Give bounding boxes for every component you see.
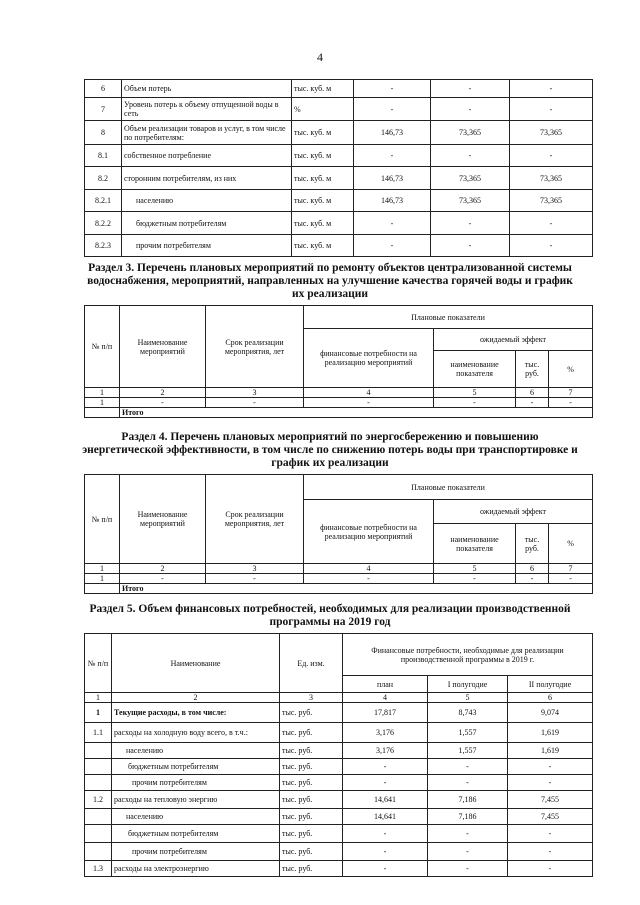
- row-name: Текущие расходы, в том числе:: [112, 703, 280, 723]
- row-name: собственное потребление: [122, 145, 292, 167]
- section-4-title: Раздел 4. Перечень плановых мероприятий по энергосбережению и повышению энергетической эффективности, в том числе по снижению потерь воды при транспортировке и график их реализации: [82, 431, 578, 469]
- row-value: 14,641: [343, 809, 428, 825]
- table-row: [85, 703, 593, 723]
- row-value: 146,73: [354, 167, 431, 190]
- row-value: -: [343, 825, 428, 843]
- row-number: [85, 759, 112, 775]
- column-number: 5: [428, 693, 508, 703]
- s5-num-header: № п/п: [85, 634, 112, 693]
- row-unit: тыс. куб. м: [292, 190, 354, 212]
- row-value: -: [428, 861, 508, 877]
- table-row: [85, 775, 593, 791]
- number-row: [85, 388, 593, 398]
- row-value: 73,365: [431, 167, 510, 190]
- cell-value: -: [206, 574, 304, 584]
- row-value: 7,186: [428, 809, 508, 825]
- row-value: -: [428, 843, 508, 861]
- row-value: -: [508, 775, 593, 791]
- page-number: 4: [317, 50, 323, 64]
- row-value: -: [431, 80, 510, 98]
- row-name: Объем реализации товаров и услуг, в том числе по потребителям:: [122, 121, 292, 145]
- cell-value: 1: [85, 398, 120, 408]
- cell-value: -: [549, 574, 593, 584]
- row-unit: тыс. руб.: [280, 759, 343, 775]
- row-number: 8.2.1: [85, 190, 122, 212]
- row-number: 6: [85, 80, 122, 98]
- row-unit: тыс. куб. м: [292, 121, 354, 145]
- row-unit: тыс. руб.: [280, 791, 343, 809]
- number-row: [85, 564, 593, 574]
- column-number: 4: [343, 693, 428, 703]
- column-number: 3: [206, 564, 304, 574]
- s5-plan-header: план: [343, 676, 428, 693]
- total-label: Итого: [120, 408, 593, 418]
- row-value: -: [354, 145, 431, 167]
- table-row: [85, 145, 593, 167]
- row-name: расходы на холодную воду всего, в т.ч.:: [112, 723, 280, 743]
- row-number: [85, 775, 112, 791]
- row-value: -: [510, 80, 593, 98]
- col-eff-pct-header: %: [549, 524, 593, 564]
- row-unit: тыс. руб.: [280, 825, 343, 843]
- row-value: -: [354, 98, 431, 121]
- row-value: 146,73: [354, 121, 431, 145]
- row-name: населению: [122, 190, 292, 212]
- row-value: -: [510, 235, 593, 257]
- column-number: 1: [85, 693, 112, 703]
- row-value: -: [510, 98, 593, 121]
- row-name: прочим потребителям: [122, 235, 292, 257]
- row-value: -: [508, 759, 593, 775]
- row-value: -: [431, 98, 510, 121]
- col-name-header: Наименование мероприятий: [120, 306, 206, 388]
- column-number: 7: [549, 388, 593, 398]
- table-row: [85, 723, 593, 743]
- row-unit: тыс. куб. м: [292, 235, 354, 257]
- col-term-header: Срок реализации мероприятия, лет: [206, 475, 304, 564]
- col-fin-header: финансовые потребности на реализацию мероприятий: [304, 500, 434, 564]
- col-eff-name-header: наименование показателя: [434, 351, 516, 388]
- row-value: -: [343, 759, 428, 775]
- row-number: 1.1: [85, 723, 112, 743]
- row-number: [85, 809, 112, 825]
- row-name: населению: [112, 809, 280, 825]
- s5-h2-header: II полугодие: [508, 676, 593, 693]
- row-value: 73,365: [510, 190, 593, 212]
- row-name: бюджетным потребителям: [122, 212, 292, 235]
- row-value: 8,743: [428, 703, 508, 723]
- row-value: 73,365: [431, 190, 510, 212]
- table-row: [85, 809, 593, 825]
- total-label: Итого: [120, 584, 593, 594]
- row-name: прочим потребителям: [112, 843, 280, 861]
- col-name-header: Наименование мероприятий: [120, 475, 206, 564]
- row-name: населению: [112, 743, 280, 759]
- col-indicators-header: Плановые показатели: [304, 475, 593, 500]
- cell-value: -: [516, 398, 549, 408]
- col-effect-header: ожидаемый эффект: [434, 500, 593, 524]
- column-number: 1: [85, 388, 120, 398]
- column-number: 1: [85, 564, 120, 574]
- row-value: -: [343, 843, 428, 861]
- row-number: 8.2: [85, 167, 122, 190]
- row-name: Объем потерь: [122, 80, 292, 98]
- column-number: 6: [508, 693, 593, 703]
- col-num-header: № п/п: [85, 306, 120, 388]
- row-unit: тыс. руб.: [280, 743, 343, 759]
- column-number: 5: [434, 564, 516, 574]
- row-unit: тыс. куб. м: [292, 145, 354, 167]
- row-value: 3,176: [343, 723, 428, 743]
- cell-value: -: [120, 398, 206, 408]
- row-value: 1,619: [508, 723, 593, 743]
- column-number: 2: [120, 388, 206, 398]
- number-row: [85, 693, 593, 703]
- col-eff-pct-header: %: [549, 351, 593, 388]
- cell-value: -: [206, 398, 304, 408]
- section-5-title: Раздел 5. Объем финансовых потребностей, необходимых для реализации производственной программы на 2019 год: [89, 603, 571, 628]
- cell-value: -: [304, 574, 434, 584]
- row-value: 1,619: [508, 743, 593, 759]
- s5-fin-header: Финансовые потребности, необходимые для реализации производственной программы в 2019 г.: [343, 634, 593, 676]
- row-value: -: [354, 212, 431, 235]
- table-row: [85, 861, 593, 877]
- table-row: [85, 190, 593, 212]
- cell-value: -: [516, 574, 549, 584]
- cell-value: -: [549, 398, 593, 408]
- row-number: [85, 743, 112, 759]
- row-name: сторонним потребителям, из них: [122, 167, 292, 190]
- table-row: [85, 121, 593, 145]
- dash-row: [85, 574, 593, 584]
- section-3-table: [84, 305, 593, 418]
- row-value: 7,455: [508, 809, 593, 825]
- row-number: [85, 843, 112, 861]
- col-eff-rub-header: тыс. руб.: [516, 351, 549, 388]
- row-value: 7,186: [428, 791, 508, 809]
- column-number: 6: [516, 564, 549, 574]
- row-unit: тыс. руб.: [280, 723, 343, 743]
- row-unit: %: [292, 98, 354, 121]
- table-row: [85, 167, 593, 190]
- row-value: -: [431, 235, 510, 257]
- row-number: 8.1: [85, 145, 122, 167]
- row-value: -: [508, 843, 593, 861]
- row-name: Уровень потерь к объему отпущенной воды в сеть: [122, 98, 292, 121]
- row-value: -: [354, 235, 431, 257]
- section-4-table: [84, 474, 593, 594]
- row-number: [85, 825, 112, 843]
- row-value: 3,176: [343, 743, 428, 759]
- row-value: -: [431, 145, 510, 167]
- row-name: бюджетным потребителям: [112, 825, 280, 843]
- col-eff-name-header: наименование показателя: [434, 524, 516, 564]
- row-value: -: [428, 759, 508, 775]
- col-indicators-header: Плановые показатели: [304, 306, 593, 329]
- col-fin-header: финансовые потребности на реализацию мероприятий: [304, 329, 434, 388]
- table-row: [85, 98, 593, 121]
- row-value: 73,365: [510, 121, 593, 145]
- col-eff-rub-header: тыс. руб.: [516, 524, 549, 564]
- row-number: 1: [85, 703, 112, 723]
- column-number: 7: [549, 564, 593, 574]
- column-number: 2: [112, 693, 280, 703]
- row-number: 7: [85, 98, 122, 121]
- row-value: -: [508, 861, 593, 877]
- table-row: [85, 759, 593, 775]
- volume-table: [84, 79, 593, 257]
- column-number: 4: [304, 388, 434, 398]
- column-number: 2: [120, 564, 206, 574]
- row-value: -: [343, 861, 428, 877]
- row-unit: тыс. руб.: [280, 775, 343, 791]
- row-unit: тыс. руб.: [280, 703, 343, 723]
- row-unit: тыс. руб.: [280, 843, 343, 861]
- row-unit: тыс. куб. м: [292, 212, 354, 235]
- table-row: [85, 235, 593, 257]
- row-value: -: [428, 825, 508, 843]
- column-number: 4: [304, 564, 434, 574]
- table-row: [85, 843, 593, 861]
- table-row: [85, 80, 593, 98]
- cell-value: -: [434, 574, 516, 584]
- col-num-header: № п/п: [85, 475, 120, 564]
- row-value: -: [428, 775, 508, 791]
- s5-h1-header: I полугодие: [428, 676, 508, 693]
- row-value: 73,365: [510, 167, 593, 190]
- cell-value: 1: [85, 574, 120, 584]
- row-value: 1,557: [428, 743, 508, 759]
- row-unit: тыс. руб.: [280, 809, 343, 825]
- column-number: 6: [516, 388, 549, 398]
- row-number: 1.3: [85, 861, 112, 877]
- row-value: 17,817: [343, 703, 428, 723]
- row-number: 1.2: [85, 791, 112, 809]
- row-value: -: [354, 80, 431, 98]
- s5-name-header: Наименование: [112, 634, 280, 693]
- row-name: расходы на тепловую энергию: [112, 791, 280, 809]
- row-name: расходы на электроэнергию: [112, 861, 280, 877]
- row-value: 7,455: [508, 791, 593, 809]
- cell-value: -: [120, 574, 206, 584]
- row-name: прочим потребителям: [112, 775, 280, 791]
- row-unit: тыс. куб. м: [292, 80, 354, 98]
- row-value: 146,73: [354, 190, 431, 212]
- row-value: -: [431, 212, 510, 235]
- row-unit: тыс. куб. м: [292, 167, 354, 190]
- row-unit: тыс. руб.: [280, 861, 343, 877]
- dash-row: [85, 398, 593, 408]
- row-value: 1,557: [428, 723, 508, 743]
- row-value: -: [343, 775, 428, 791]
- row-number: 8.2.2: [85, 212, 122, 235]
- row-value: -: [510, 212, 593, 235]
- section-5-table: [84, 633, 593, 877]
- row-value: -: [508, 825, 593, 843]
- row-value: 9,074: [508, 703, 593, 723]
- row-value: 73,365: [431, 121, 510, 145]
- col-effect-header: ожидаемый эффект: [434, 329, 593, 351]
- column-number: 3: [206, 388, 304, 398]
- column-number: 3: [280, 693, 343, 703]
- row-name: бюджетным потребителям: [112, 759, 280, 775]
- table-row: [85, 212, 593, 235]
- cell-value: -: [304, 398, 434, 408]
- s5-unit-header: Ед. изм.: [280, 634, 343, 693]
- cell-value: -: [434, 398, 516, 408]
- row-value: -: [510, 145, 593, 167]
- table-row: [85, 825, 593, 843]
- row-number: 8.2.3: [85, 235, 122, 257]
- table-row: [85, 743, 593, 759]
- section-3-title: Раздел 3. Перечень плановых мероприятий по ремонту объектов централизованной системы водоснабжения, мероприятий, направленных на улучшение качества горячей воды и график их реализации: [87, 262, 573, 300]
- column-number: 5: [434, 388, 516, 398]
- row-number: 8: [85, 121, 122, 145]
- col-term-header: Срок реализации мероприятия, лет: [206, 306, 304, 388]
- row-value: 14,641: [343, 791, 428, 809]
- table-row: [85, 791, 593, 809]
